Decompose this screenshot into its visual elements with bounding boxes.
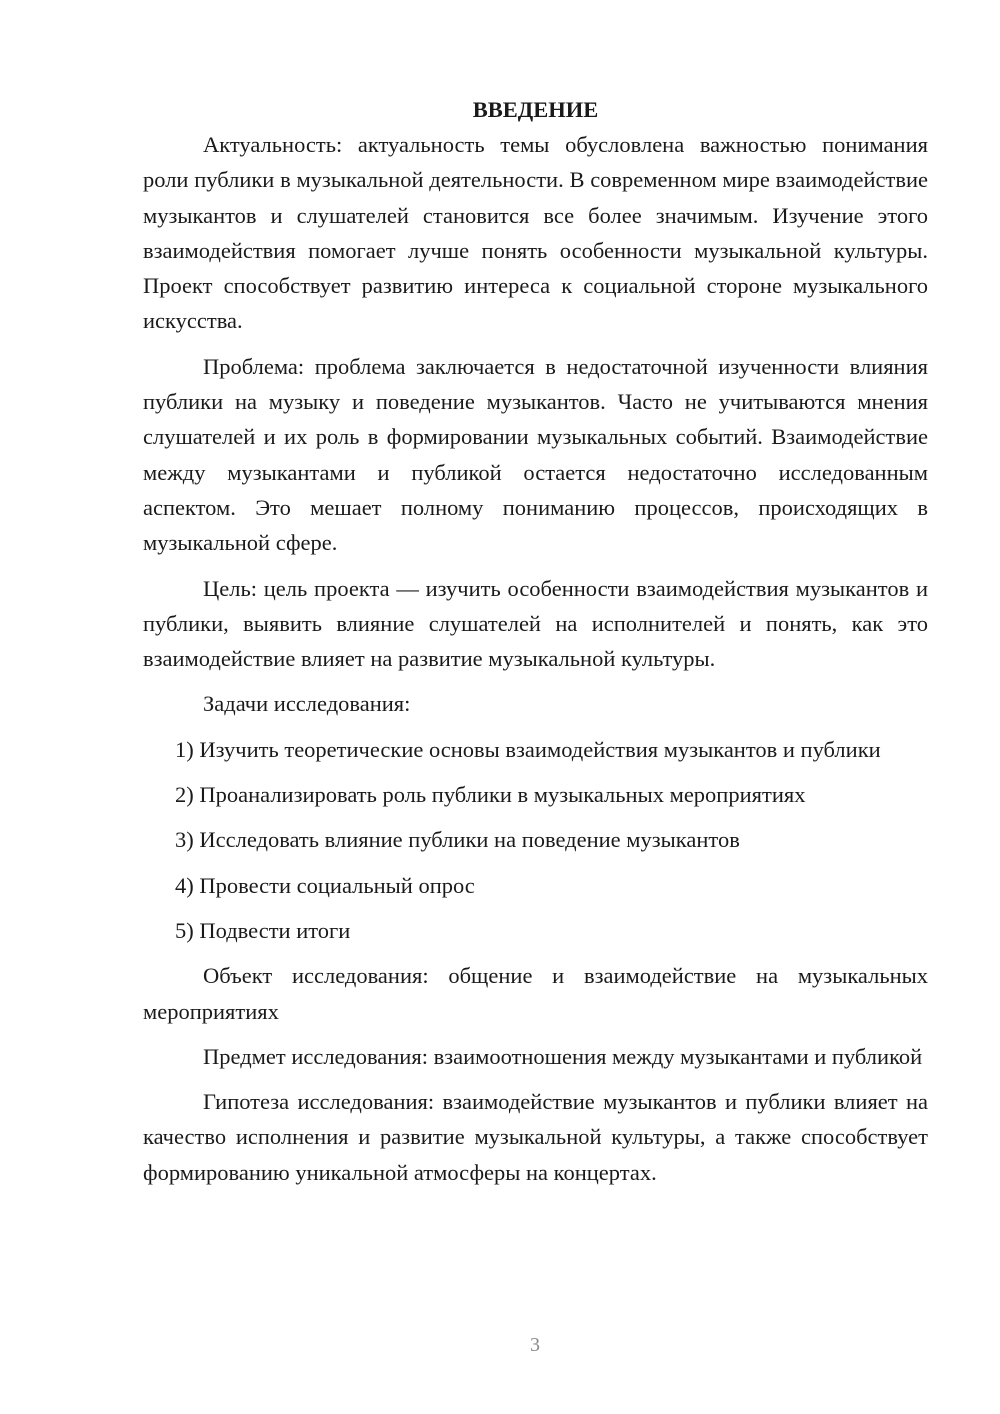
subject-paragraph: Предмет исследования: взаимоотношения между музыкантами и публикой bbox=[203, 1043, 923, 1069]
tasks-title: Задачи исследования: bbox=[203, 691, 411, 717]
problem-paragraph: Проблема: проблема заключается в недостаточной изученности влияния публики на музыку и поведение музыкантов. Часто не учитываются мнения слушателей и их роль в формировании музыкальных событий. Взаимодействие между музыкантами и публикой остается недостаточно исследованным аспектом. Это мешает полному пониманию процессов, происходящих в музыкальной сфере. bbox=[143, 353, 928, 556]
tasks-list bbox=[143, 732, 928, 948]
object-paragraph: Объект исследования: общение и взаимодействие на музыкальных мероприятиях bbox=[143, 963, 928, 1024]
list-item: 3) Исследовать влияние публики на поведение музыкантов bbox=[175, 827, 740, 853]
list-item: 2) Проанализировать роль публики в музыкальных мероприятиях bbox=[175, 782, 806, 808]
hypothesis-paragraph: Гипотеза исследования: взаимодействие музыкантов и публики влияет на качество исполнения и развитие музыкальной культуры, а также способствует формированию уникальной атмосферы на концертах. bbox=[143, 1089, 928, 1185]
page-number: 3 bbox=[530, 1334, 540, 1356]
list-item: 5) Подвести итоги bbox=[175, 917, 351, 943]
list-item: 4) Провести социальный опрос bbox=[175, 872, 475, 898]
relevance-paragraph: Актуальность: актуальность темы обусловлена важностью понимания роли публики в музыкальной деятельности. В современном мире взаимодействие музыкантов и слушателей становится все более значимым. Изучение этого взаимодействия помогает лучше понять особенности музыкальной культуры. Проект способствует развитию интереса к социальной стороне музыкального искусства. bbox=[143, 132, 928, 334]
page-heading: ВВЕДЕНИЕ bbox=[472, 97, 599, 122]
goal-paragraph: Цель: цель проекта — изучить особенности взаимодействия музыкантов и публики, выявить влияние слушателей на исполнителей и понять, как это взаимодействие влияет на развитие музыкальной культуры. bbox=[143, 575, 928, 672]
list-item: 1) Изучить теоретические основы взаимодействия музыкантов и публики bbox=[175, 736, 881, 762]
page-content bbox=[143, 92, 928, 1190]
